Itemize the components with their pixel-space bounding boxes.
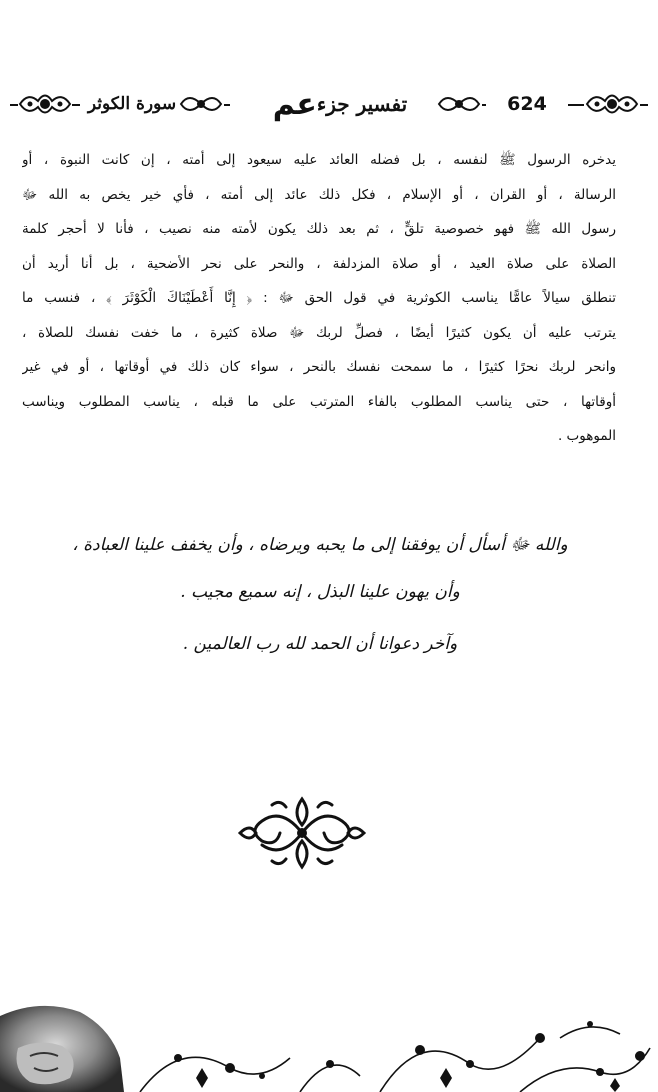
body-line: الرسالة ، أو القران ، أو الإسلام ، فكل ذلك عائد إلى أمته ، فأي خير يخص به الله ﷻ [22,186,616,203]
body-line: يترتب عليه أن يكون كثيرًا أيضًا ، فصلِّ لربك ﷻ صلاة كثيرة ، ما خفت نفسك للصلاة ، [22,324,616,341]
closing-dua-line-2: وأن يهون علينا البذل ، إنه سميع مجيب . [180,582,460,602]
body-line: وانحر لربك نحرًا كثيرًا ، ما سمحت نفسك بالنحر ، سواء كان ذلك في أوقاتها ، أو في غير [22,359,616,375]
book-title [230,86,444,122]
header-ornament-icon [436,88,482,120]
closing-dua-line-3: وآخر دعوانا أن الحمد لله رب العالمين . [182,634,458,654]
end-ornament-icon [232,795,372,871]
header-ornament-icon [178,88,224,120]
surah-name: سورة الكوثر [80,86,184,122]
header-right-ornament-icon [584,88,640,120]
body-line: الصلاة على صلاة العيد ، أو صلاة المزدلفة ، والنحر على نحر الأضحية ، بل أنا أريد أن [22,255,616,272]
book-title-prefix: تفسير جزء [316,92,408,116]
body-paragraph [22,143,616,454]
body-line: أوقاتها ، حتى يناسب المطلوب بالفاء المترتب على ما قبله ، يناسب المطلوب ويناسب [22,393,616,410]
page-header [10,82,648,128]
body-line: رسول الله ﷺ فهو خصوصية تلقٍّ ، ثم بعد ذلك يكون لأمته منه نصيب ، فأنا لا أحجر كلمة [22,221,616,237]
closing-dua-line-1: والله ﷻ أسأل أن يوفقنا إلى ما يحبه ويرضاه ، وأن يخفف علينا العبادة ، [72,535,568,555]
page-number: 624 [486,86,568,122]
book-title-emphasis: عم [272,86,317,122]
footer-floral-artwork [0,998,658,1092]
body-line-quran-verse: تنطلق سيالاً عامًّا يناسب الكوثرية في قول الحق ﷻ : ﴿ إِنَّا أَعْطَيْنَاكَ الْكَوْثَرَ ﴾ ، فنسب ما [22,290,616,306]
header-left-ornament-icon [18,88,72,120]
body-line: يدخره الرسول ﷺ لنفسه ، بل فضله العائد عليه سيعود إلى أمته ، إن كانت النبوة ، أو [22,152,616,168]
body-line: الموهوب . [557,428,616,444]
